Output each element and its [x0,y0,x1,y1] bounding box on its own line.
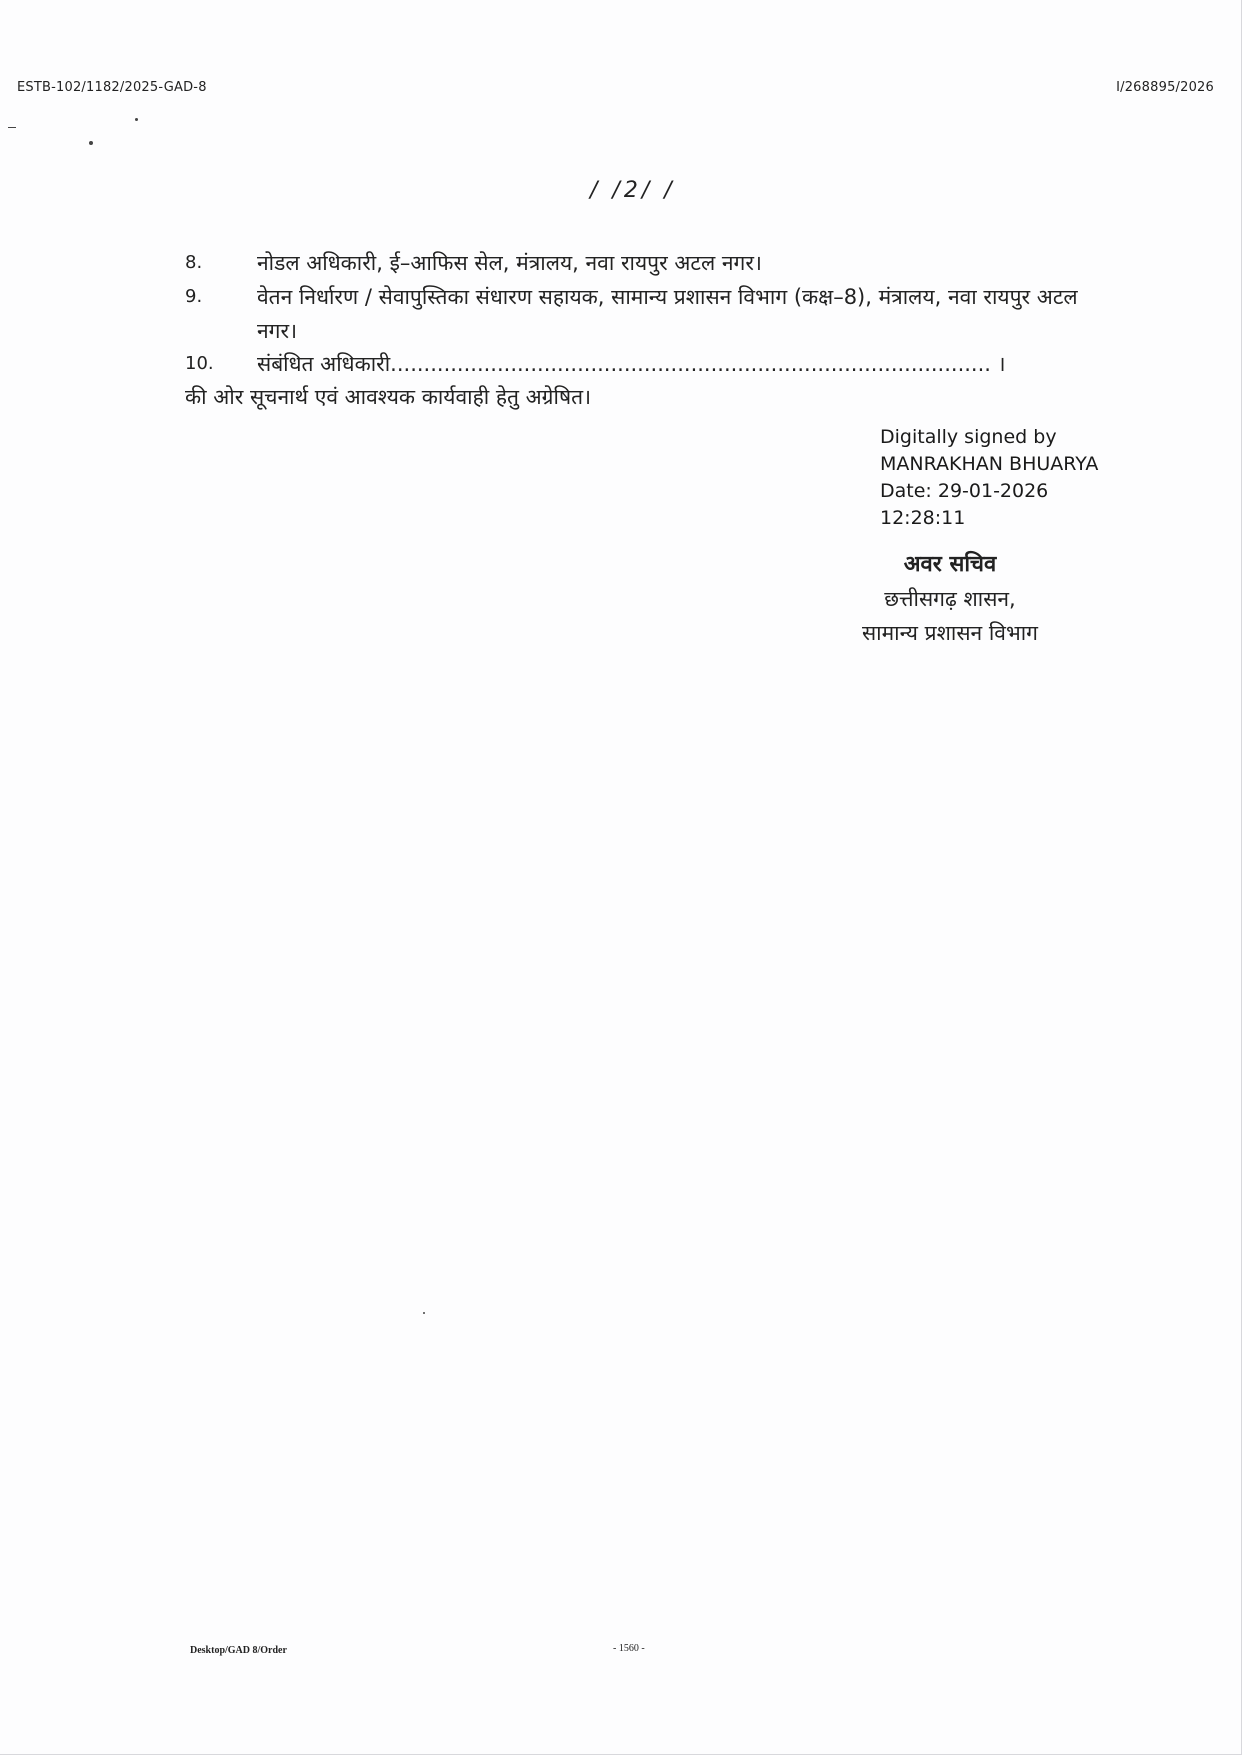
signer-name: MANRAKHAN BHUARYA [880,453,1099,475]
footer-page-code: - 1560 - [613,1643,645,1654]
item-number: 10. [185,353,214,374]
item-number: 8. [185,252,203,273]
designation-department: सामान्य प्रशासन विभाग [861,621,1039,645]
designation-title: अवर सचिव [903,552,997,577]
item-number: 9. [185,286,203,307]
item-text: नोडल अधिकारी, ई–आफिस सेल, मंत्रालय, नवा रायपुर अटल नगर। [257,251,762,275]
list-item [185,246,1085,280]
designation-government: छत्तीसगढ़ शासन, [884,587,1016,611]
file-number: ESTB-102/1182/2025-GAD-8 [17,80,207,95]
footer-path: Desktop/GAD 8/Order [190,1645,287,1656]
receipt-number: I/268895/2026 [1116,80,1214,95]
signature-date: Date: 29-01-2026 [880,480,1049,502]
item-text: वेतन निर्धारण / सेवापुस्तिका संधारण सहायक, सामान्य प्रशासन विभाग (कक्ष–8), मंत्रालय, नवा रायपुर अटल नगर। [257,285,1078,343]
closing-line: की ओर सूचनार्थ एवं आवश्यक कार्यवाही हेतु अग्रेषित। [185,385,592,409]
scan-speck [423,1312,425,1314]
signature-label: Digitally signed by [880,426,1057,448]
list-item [185,347,1085,381]
item-text: संबंधित अधिकारी.......................................................................................... । [257,352,1006,376]
digital-signature [880,424,1098,532]
list-item [185,280,1085,348]
scan-speck [8,127,16,128]
signature-time: 12:28:11 [880,507,966,529]
designation-block [820,548,1080,650]
scan-speck [89,141,93,145]
page-marker: / /2/ / [590,178,676,203]
scan-speck [135,118,138,121]
